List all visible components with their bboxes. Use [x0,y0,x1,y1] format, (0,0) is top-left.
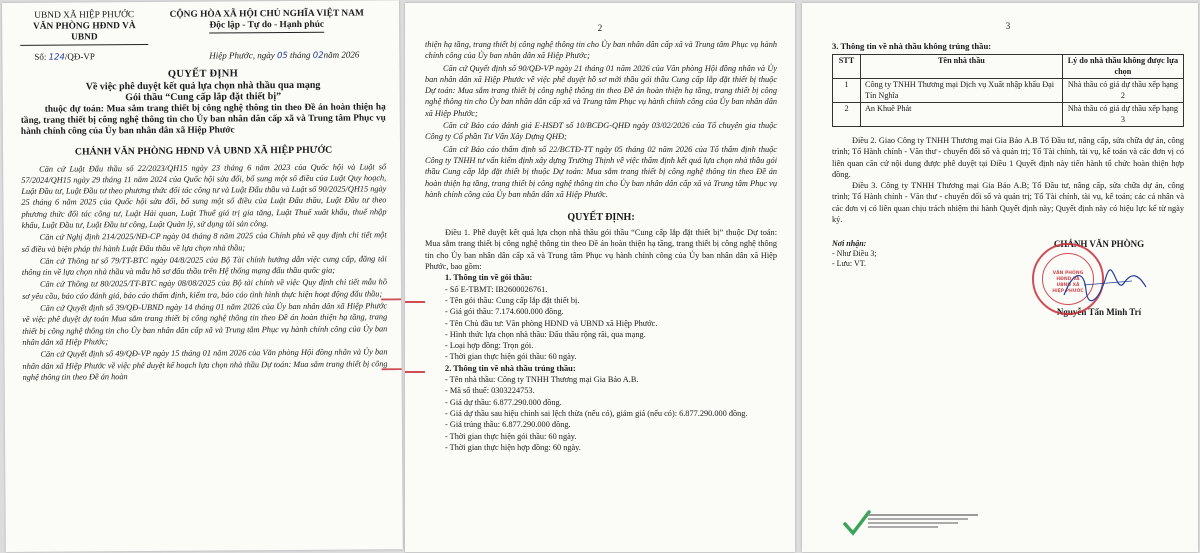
text-line: - Thời gian thực hiện gói thầu: 60 ngày. [445,431,577,441]
cell-stt: 2 [833,103,861,127]
recipients [832,239,982,317]
text-line: Căn cứ Luật Đấu thầu số 22/2023/QH15 ngày 23 tháng 6 năm 2023 của Quốc hội và Luật số 57/2024/QH15 ngày 29 tháng 11 năm 2024 của Quốc hội sửa đổi, bổ sung một số điều của Luật Quy hoạch, Luật Đầu tư, Luật Đầu tư theo phương thức đối tác công tư và Luật Đấu thầu và Luật số 90/2025/QH15 ngày 25 tháng 6 năm 2025 của Quốc hội sửa đổi, bổ sung một số điều của Luật Đấu thầu, Luật Đầu tư theo phương thức đối tác công tư, Luật Hải quan, Luật Thuế giá trị gia tăng, Luật Thuế xuất khẩu, thuế nhập khẩu, Luật Đầu tư, Luật Đầu tư công, Luật Quản lý, sử dụng tài sản công. [21,161,387,230]
text-line: - Thời gian thực hiện hợp đồng: 60 ngày. [445,442,581,452]
doc-date [209,49,385,61]
cell-reason: Nhà thầu có giá dự thầu xếp hạng 2 [1062,79,1183,103]
continuation-text: thiện hạ tầng, trang thiết bị công nghệ thông tin cho Ủy ban nhân dân cấp xã và Trung tâm Phục vụ hành chính công của Ủy ban nhân dân xã Hiệp Phước; [425,40,777,61]
section-1-list [425,284,777,363]
cell-stt: 1 [833,79,861,103]
section-2-title: 2. Thông tin về nhà thầu trúng thầu: [445,363,576,373]
text-line: - Giá gói thầu: 7.174.600.000 đồng. [445,307,564,317]
digital-signature-stamp [842,508,1002,548]
digital-signature-text [868,512,978,530]
section-2-note: - Giá dự thầu sau hiệu chỉnh sai lệch thừa (nếu có), giảm giá (nếu có): 6.877.290.000 đồng. [445,408,748,418]
date-prefix: Hiệp Phước, ngày [209,50,275,61]
doc-type: QUYẾT ĐỊNH [167,68,239,80]
seal-partial [405,301,425,373]
table-row [833,79,1184,103]
date-mid: tháng [289,49,311,60]
text-line: - Mã số thuế: 0303224753. [445,386,535,396]
org-line-2: VĂN PHÒNG HĐND VÀ UBND [20,21,148,46]
text-line: - Giá dự thầu: 6.877.290.000 đồng. [445,397,562,407]
text-line: Căn cứ Báo cáo thẩm định số 22/BCTĐ-TT ngày 05 tháng 02 năm 2026 của Tổ thẩm định thuộc Công ty TNHH tư vấn kiểm định xây dựng Trường Thịnh về việc thẩm định kết quả lựa chọn nhà thầu gói thầu Cung cấp lắp đặt thiết bị thuộc Dự toán: Mua sắm trang thiết bị công nghệ thông tin theo Đề án hoàn thiện hạ tầng, trang thiết bị công nghệ thông tin cho Ủy ban nhân dân cấp xã và Trung tâm Phục vụ hành chính công của Ủy ban nhân dân xã Hiệp Phước. [425,144,777,199]
title-line-1: Về việc phê duyệt kết quả lựa chọn nhà thầu qua mạng [85,79,321,92]
text-line: Căn cứ Quyết định số 39/QĐ-UBND ngày 14 tháng 01 năm 2026 của Ủy ban nhân dân xã Hiệp Phước về việc phê duyệt dự toán Mua sắm trang thiết bị công nghệ thông tin theo Đề án hoàn thiện hạ tầng, trang thiết bị công nghệ thông tin cho Ủy ban nhân dân cấp xã và Trung tâm Phục vụ hành chính công của Ủy ban nhân dân xã Hiệp Phước; [22,301,388,347]
date-month: 02 [312,50,324,61]
authority: CHÁNH VĂN PHÒNG HĐND VÀ UBND XÃ HIỆP PHƯỚC [74,144,333,157]
article-3: Điều 3. Công ty TNHH Thương mại Gia Bảo A.B; Tổ Đầu tư, nâng cấp, sửa chữa dự án, công trình; Tổ Hành chính - Văn thư - chuyển đổi số và quản trị; Tổ Tài chính, tài vụ, kế toán; các cá nhân và các đơn vị có liên quan chịu trách nhiệm thi hành Quyết định này; Quyết định này có hiệu lực kể từ ngày ký. [832,181,1184,225]
section-2-tail [425,419,777,453]
page-number: 3 [1005,21,1011,31]
text-line: - Số E-TBMT: IB2600026761. [445,284,548,294]
doc-number-handwritten: 124 [48,52,65,63]
text-line: Căn cứ Báo cáo đánh giá E-HSĐT số 10/BCĐG-QHĐ ngày 03/02/2026 của Tổ chuyên gia thuộc Công ty Cổ phần Tư Vấn Xây Dựng QHĐ; [425,121,777,142]
document-page-3 [802,3,1198,552]
article-1: Điều 1. Phê duyệt kết quả lựa chọn nhà thầu gói thầu “Cung cấp lắp đặt thiết bị” thuộc Dự toán: Mua sắm trang thiết bị công nghệ thông tin theo Đề án hoàn thiện hạ tầng, trang thiết bị công nghệ thông tin cho Ủy ban nhân dân cấp xã và Trung tâm Phục vụ hành chính công của Ủy ban nhân dân xã Hiệp Phước, bao gồm: [425,228,777,272]
recipients-label: Nơi nhận: [832,239,867,249]
table-title: 3. Thông tin về nhà thầu không trúng thầu: [832,41,992,51]
cell-name: Công ty TNHH Thương mại Dịch vụ Xuất nhập khẩu Đại Tín Nghĩa [861,79,1063,103]
text-line: - Loại hợp đồng: Trọn gói. [445,341,534,351]
header-name: Tên nhà thầu [861,55,1063,79]
national-header [148,8,385,45]
subtitle: thuộc dự toán: Mua sắm trang thiết bị công nghệ thông tin theo Đề án hoàn thiện hạ tầng, trang thiết bị công nghệ thông tin cho Ủy ban nhân dân cấp xã và Trung tâm Phục vụ hành chính công của Ủy ban nhân dân xã Hiệp Phước [20,101,386,137]
losing-bidders-table [832,54,1184,127]
cell-reason: Nhà thầu có giá dự thầu xếp hạng 3 [1062,103,1183,127]
document-page-2 [405,3,795,552]
doc-number [20,51,95,63]
section-1-title: 1. Thông tin về gói thầu: [445,273,533,283]
date-day: 05 [276,51,288,62]
text-line: - Thời gian thực hiện gói thầu: 60 ngày. [445,352,577,362]
legal-basis [425,63,777,201]
text-line: - Tên gói thầu: Cung cấp lắp đặt thiết bị. [445,295,580,305]
republic-name: CỘNG HÒA XÃ HỘI CHỦ NGHĨA VIỆT NAM [169,8,364,20]
header [20,8,385,46]
signer-name: Nguyễn Tấn Minh Trí [1056,307,1142,318]
text-line: - Tên Chủ đầu tư: Văn phòng HĐND và UBND xã Hiệp Phước. [445,318,658,328]
doc-number-prefix: Số: [34,51,47,62]
doc-number-suffix: /QĐ-VP [64,51,95,62]
text-line: - Hình thức lựa chọn nhà thầu: Đấu thầu rộng rãi, qua mạng. [445,329,646,339]
header-reason: Lý do nhà thầu không được lựa chọn [1062,55,1183,79]
seal-partial [381,298,403,370]
title-line-2: Gói thầu “Cung cấp lắp đặt thiết bị” [125,91,282,104]
text-line: Căn cứ Thông tư 80/2025/TT-BTC ngày 08/08/2025 của Bộ tài chính về việc Quy định chi tiết mẫu hồ sơ yêu cầu, báo cáo đánh giá, báo cáo thẩm định, kiểm tra, báo cáo tình hình thực hiện hoạt động đấu thầu; [22,277,387,301]
document-page-1 [2,0,403,552]
table-header-row [833,55,1184,79]
text-line: Căn cứ Quyết định số 49/QĐ-VP ngày 15 tháng 01 năm 2026 của Văn phòng Hội đồng nhân và Ủy ban nhân dân xã Hiệp Phước về việc phê duyệt kế hoạch lựa chọn nhà thầu Dự toán: Mua sắm trang thiết bị công nghệ thông tin theo Đề án hoàn [22,347,388,382]
text-line: Căn cứ Thông tư số 79/TT-BTC ngày 04/8/2025 của Bộ Tài chính hướng dẫn việc cung cấp, đăng tải thông tin về lựa chọn nhà thầu và mẫu hồ sơ đấu thầu trên Hệ thống mạng đấu thầu quốc gia; [21,254,387,278]
recipient-item: - Như Điều 3; [832,249,877,259]
section-2-list [425,374,777,408]
motto: Độc lập - Tự do - Hạnh phúc [209,20,324,34]
signer [1014,239,1184,317]
issuing-org [20,10,148,46]
recipient-item: - Lưu: VT. [832,259,867,269]
signature-block [832,239,1184,317]
legal-basis [21,161,388,383]
table-row [833,103,1184,127]
cell-name: An Khuê Phát [861,103,1063,127]
text-line: - Giá trúng thầu: 6.877.290.000 đồng. [445,420,571,430]
org-line-1: UBND XÃ HIỆP PHƯỚC [34,10,135,21]
header-stt: STT [833,55,861,79]
number-date-line [20,49,385,63]
text-line: Căn cứ Quyết định số 90/QĐ-VP ngày 21 tháng 01 năm 2026 của Văn phòng Hội đồng nhân và Ủy ban nhân dân xã Hiệp Phước về việc phê duyệt hồ sơ mời thầu gói thầu Cung cấp lắp đặt thiết bị thuộc Dự toán: Mua sắm trang thiết bị công nghệ thông tin theo Đề án hoàn thiện hạ tầng, trang thiết bị công nghệ thông tin cho Ủy ban nhân dân cấp xã và Trung tâm Phục vụ hành chính công của Ủy ban nhân dân xã Hiệp Phước; [425,63,777,118]
date-suffix: năm 2026 [323,49,360,60]
handwritten-signature [1054,265,1154,305]
signer-role: CHÁNH VĂN PHÒNG [1053,239,1145,250]
decision-title: QUYẾT ĐỊNH: [567,212,635,224]
page-number: 2 [597,23,603,33]
article-2: Điều 2. Giao Công ty TNHH Thương mại Gia Bảo A.B Tổ Đầu tư, nâng cấp, sửa chữa dự án, công trình; Tổ Hành chính - Văn thư - chuyển đổi số và quản trị; Tổ Tài chính, tài vụ, kế toán và các đơn vị có liên quan căn cứ nội dung được phê duyệt tại Điều 1 Quyết định này tiến hành tổ chức hoàn thiện hợp đồng. [832,136,1184,179]
text-line: - Tên nhà thầu: Công ty TNHH Thương mại Gia Bảo A.B. [445,375,639,385]
text-line: Căn cứ Nghị định 214/2025/NĐ-CP ngày 04 tháng 8 năm 2025 của Chính phủ về quy định chi tiết một số điều và biện pháp thi hành Luật Đấu thầu về lựa chọn nhà thầu; [21,230,387,254]
seal-text: VĂN PHÒNG HĐND VÀ UBND XÃ HIỆP PHƯỚC [1052,271,1084,295]
